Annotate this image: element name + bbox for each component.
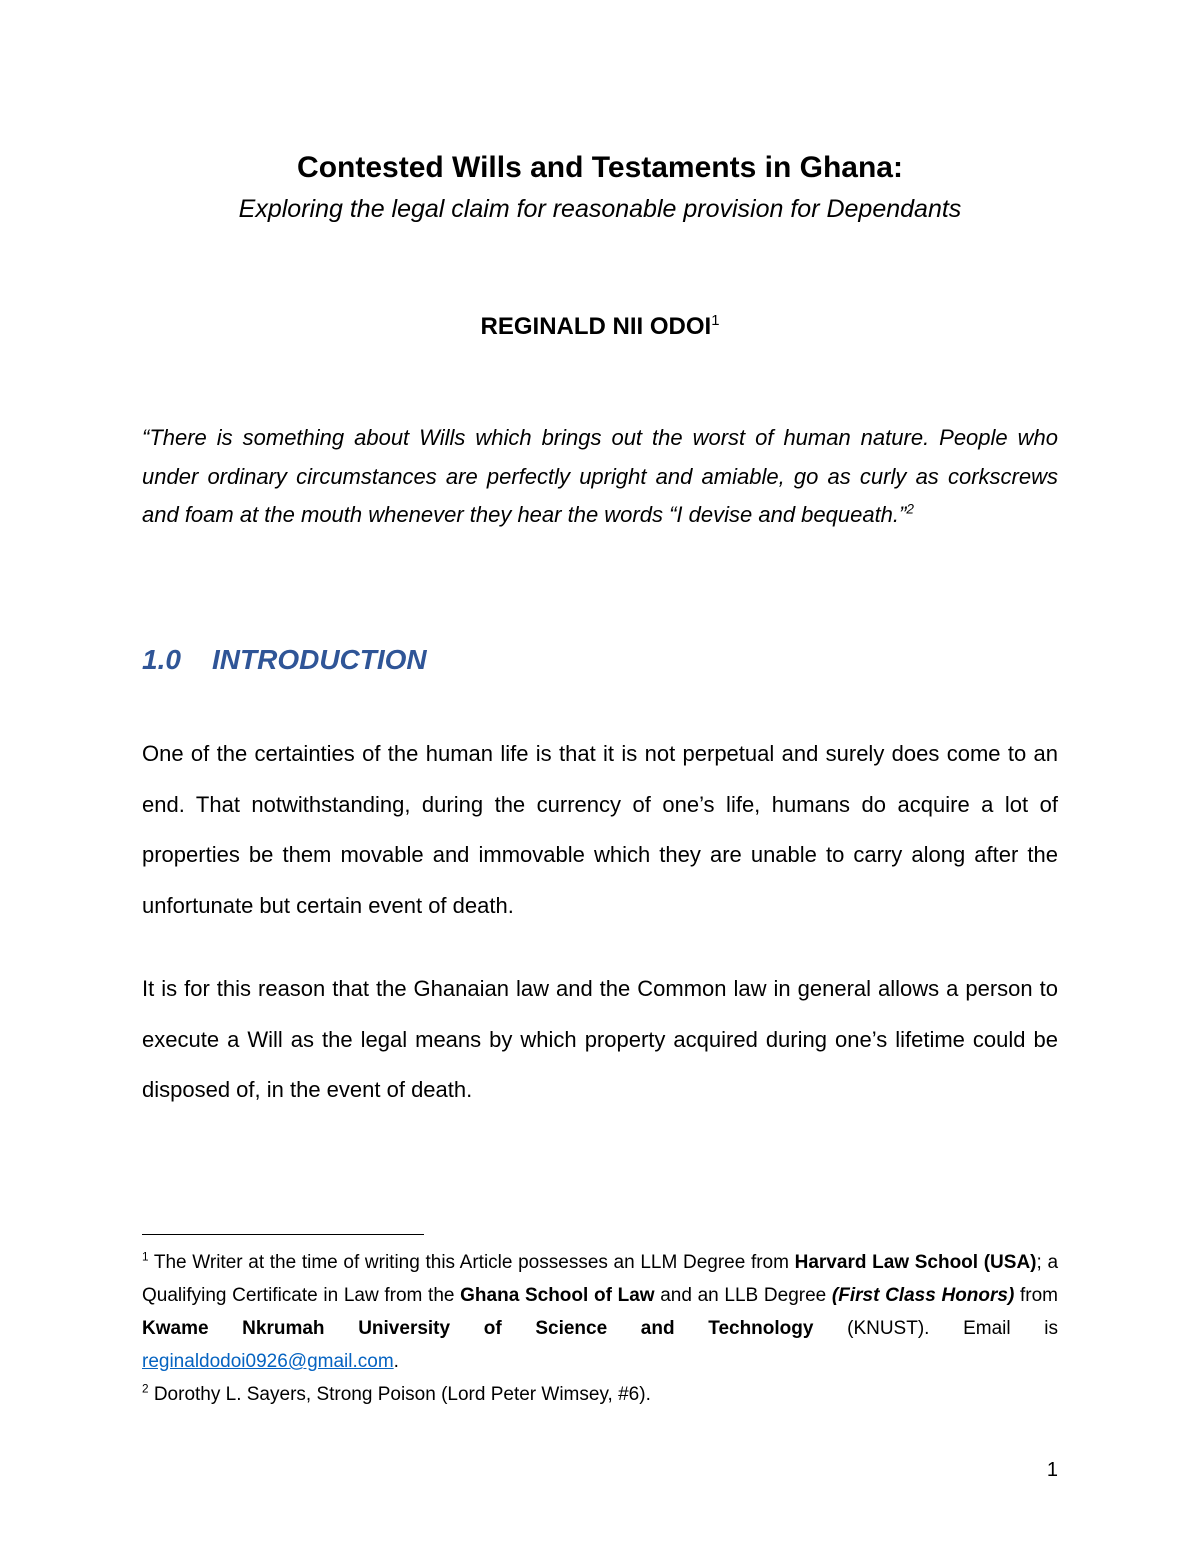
author-line <box>142 310 1058 344</box>
footnote-text: from <box>1014 1285 1058 1306</box>
document-subtitle: Exploring the legal claim for reasonable provision for Dependants <box>238 195 962 223</box>
epigraph-text: “There is something about Wills which brings out the worst of human nature. People who under ordinary circumstances are perfectly upright and amiable, go as curly as corkscrews and foam at the mouth whenever they hear the words “I devise and bequeath.” <box>142 425 1058 527</box>
footnote-text: Dorothy L. Sayers, Strong Poison (Lord Peter Wimsey, #6). <box>153 1384 651 1405</box>
footnote-text: The Writer at the time of writing this Article possesses an LLM Degree from <box>153 1252 795 1273</box>
footnote-number: 2 <box>142 1382 149 1396</box>
footnote-institution: Ghana School of Law <box>460 1285 655 1306</box>
author-name: REGINALD NII ODOI <box>480 313 712 340</box>
email-link[interactable]: reginaldodoi0926@gmail.com <box>142 1351 394 1372</box>
footnote-text: (KNUST). Email is <box>813 1318 1058 1339</box>
section-heading <box>142 640 427 680</box>
paragraph: It is for this reason that the Ghanaian law and the Common law in general allows a person to execute a Will as the legal means by which property acquired during one’s lifetime could be disposed of, in the event of death. <box>142 976 1058 1102</box>
footnote-text: and an LLB Degree <box>654 1285 832 1306</box>
footnote-number: 1 <box>142 1250 149 1264</box>
footnotes <box>142 1246 1058 1411</box>
footnote-institution: Harvard Law School (USA) <box>794 1252 1037 1273</box>
footnote-2 <box>142 1378 1058 1411</box>
footnote-1 <box>142 1246 1058 1378</box>
author-footnote-ref[interactable]: 1 <box>711 313 720 329</box>
epigraph-quote <box>142 419 1058 535</box>
footnote-institution: Kwame Nkrumah University of Science and Technology <box>142 1318 814 1339</box>
document-title: Contested Wills and Testaments in Ghana: <box>297 151 903 184</box>
footnote-separator <box>142 1234 424 1235</box>
section-number: 1.0 <box>142 644 181 675</box>
footnote-text: . <box>393 1351 399 1372</box>
page-number: 1 <box>1046 1459 1058 1481</box>
epigraph-footnote-ref[interactable]: 2 <box>906 501 914 517</box>
footnote-honors: (First Class Honors) <box>831 1285 1015 1306</box>
paragraph: One of the certainties of the human life is that it is not perpetual and surely does come to an end. That notwithstanding, during the currency of one’s life, humans do acquire a lot of properties be them movable and immovable which they are unable to carry along after the unfortunate but certain event of death. <box>142 741 1058 918</box>
footnote-text: ; a Qualifying Certificate in Law from the <box>142 1252 1059 1306</box>
section-title: INTRODUCTION <box>212 644 427 675</box>
